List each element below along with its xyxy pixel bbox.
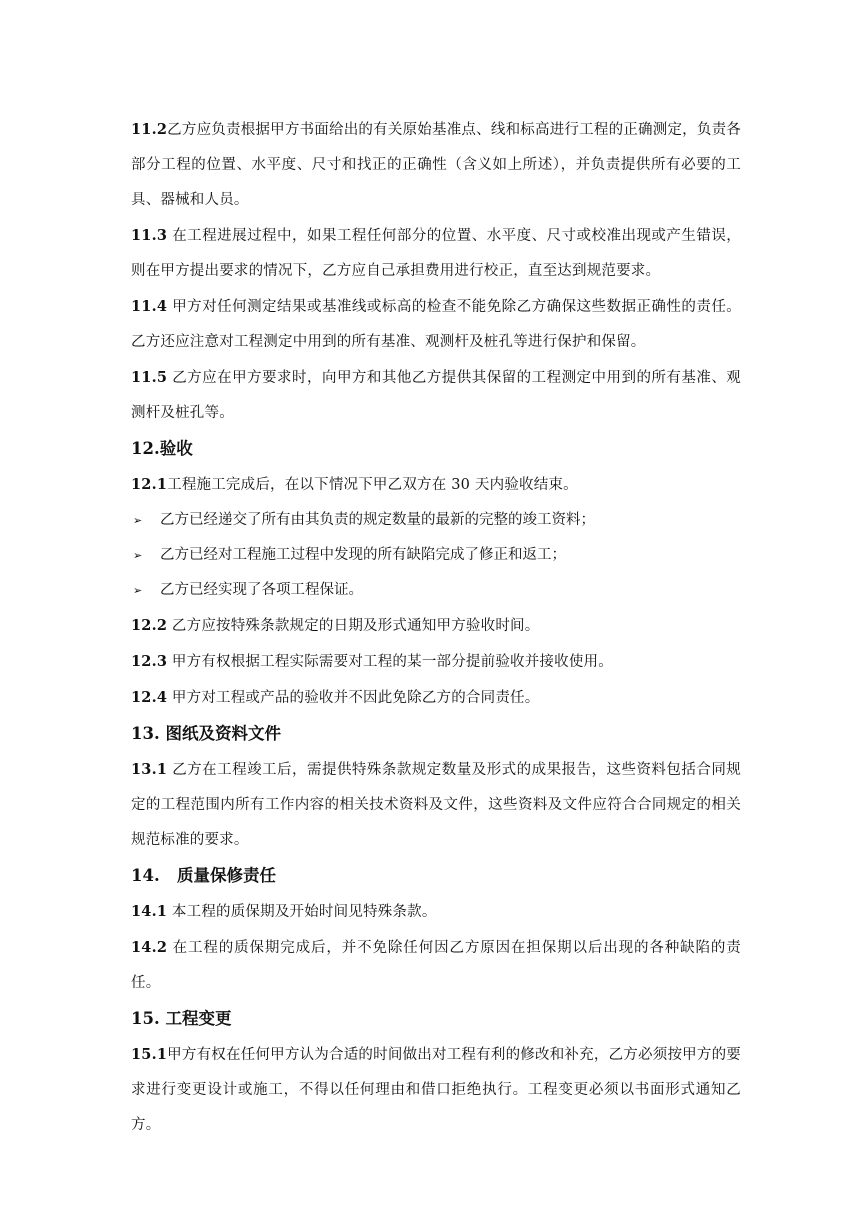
bullet-text: 乙方已经实现了各项工程保证。: [160, 582, 363, 598]
clause-12-1: [131, 467, 741, 503]
bullet-item: [131, 573, 741, 608]
clause-12-3: [131, 644, 741, 680]
clause-number: 13.1: [131, 761, 168, 778]
bullet-text: 乙方已经递交了所有由其负责的规定数量的最新的完整的竣工资料；: [160, 512, 595, 528]
clause-text: 乙方应负责根据甲方书面给出的有关原始基准点、线和标高进行工程的正确测定，负责各部分工程的位置、水平度、尺寸和找正的正确性（含义如上所述），并负责提供所有必要的工具、器械和人员。: [131, 122, 741, 208]
clause-text: 甲方有权根据工程实际需要对工程的某一部分提前验收并接收使用。: [167, 654, 613, 670]
clause-11-3: [131, 218, 741, 289]
clause-12-4: [131, 680, 741, 716]
clause-text: 本工程的质保期及开始时间见特殊条款。: [167, 904, 437, 920]
clause-text: 工程施工完成后，在以下情况下甲乙双方在 30 天内验收结束。: [167, 477, 578, 493]
clause-number: 12.1: [131, 476, 168, 493]
section-number: 15.: [131, 1009, 160, 1028]
bullet-item: [131, 503, 741, 538]
section-number: 13.: [131, 724, 160, 743]
clause-number: 14.2: [131, 939, 168, 956]
clause-text: 在工程的质保期完成后，并不免除任何因乙方原因在担保期以后出现的各种缺陷的责任。: [131, 940, 741, 991]
clause-12-2: [131, 608, 741, 644]
arrow-bullet-icon: ➢: [133, 514, 143, 527]
section-heading-15: [131, 1001, 741, 1037]
document-page: [131, 112, 741, 1143]
clause-text: 甲方对工程或产品的验收并不因此免除乙方的合同责任。: [167, 690, 540, 706]
arrow-bullet-icon: ➢: [133, 584, 143, 597]
section-title: 质量保修责任: [159, 866, 276, 885]
section-heading-14: [131, 858, 741, 894]
section-heading-12: [131, 431, 741, 467]
arrow-bullet-icon: ➢: [133, 549, 143, 562]
section-title: 图纸及资料文件: [159, 724, 281, 743]
clause-number: 11.5: [131, 369, 168, 386]
clause-number: 12.4: [131, 689, 168, 706]
clause-11-5: [131, 360, 741, 431]
clause-14-1: [131, 894, 741, 930]
clause-number: 12.3: [131, 653, 168, 670]
clause-11-2: [131, 112, 741, 218]
bullet-text: 乙方已经对工程施工过程中发现的所有缺陷完成了修正和返工；: [160, 547, 566, 563]
clause-number: 15.1: [131, 1046, 168, 1063]
clause-number: 14.1: [131, 903, 168, 920]
section-number: 12.: [131, 439, 160, 458]
clause-number: 11.2: [131, 121, 168, 138]
section-number: 14.: [131, 866, 160, 885]
clause-number: 12.2: [131, 617, 168, 634]
clause-number: 11.3: [131, 227, 168, 244]
section-title: 工程变更: [159, 1009, 232, 1028]
clause-text: 乙方在工程竣工后，需提供特殊条款规定数量及形式的成果报告，这些资料包括合同规定的工程范围内所有工作内容的相关技术资料及文件，这些资料及文件应符合合同规定的相关规范标准的要求。: [131, 762, 741, 848]
clause-text: 甲方有权在任何甲方认为合适的时间做出对工程有利的修改和补充，乙方必须按甲方的要求进行变更设计或施工，不得以任何理由和借口拒绝执行。工程变更必须以书面形式通知乙方。: [131, 1047, 741, 1133]
bullet-item: [131, 538, 741, 573]
clause-number: 11.4: [131, 298, 168, 315]
clause-13-1: [131, 752, 741, 858]
clause-text: 甲方对任何测定结果或基准线或标高的检查不能免除乙方确保这些数据正确性的责任。乙方还应注意对工程测定中用到的所有基准、观测杆及桩孔等进行保护和保留。: [131, 299, 741, 350]
clause-text: 在工程进展过程中，如果工程任何部分的位置、水平度、尺寸或校准出现或产生错误，则在甲方提出要求的情况下，乙方应自己承担费用进行校正，直至达到规范要求。: [131, 228, 741, 279]
section-title: 验收: [159, 439, 193, 458]
clause-11-4: [131, 289, 741, 360]
clause-15-1: [131, 1037, 741, 1143]
clause-text: 乙方应按特殊条款规定的日期及形式通知甲方验收时间。: [167, 618, 540, 634]
clause-14-2: [131, 930, 741, 1001]
clause-text: 乙方应在甲方要求时，向甲方和其他乙方提供其保留的工程测定中用到的所有基准、观测杆及桩孔等。: [131, 370, 741, 421]
section-heading-13: [131, 716, 741, 752]
